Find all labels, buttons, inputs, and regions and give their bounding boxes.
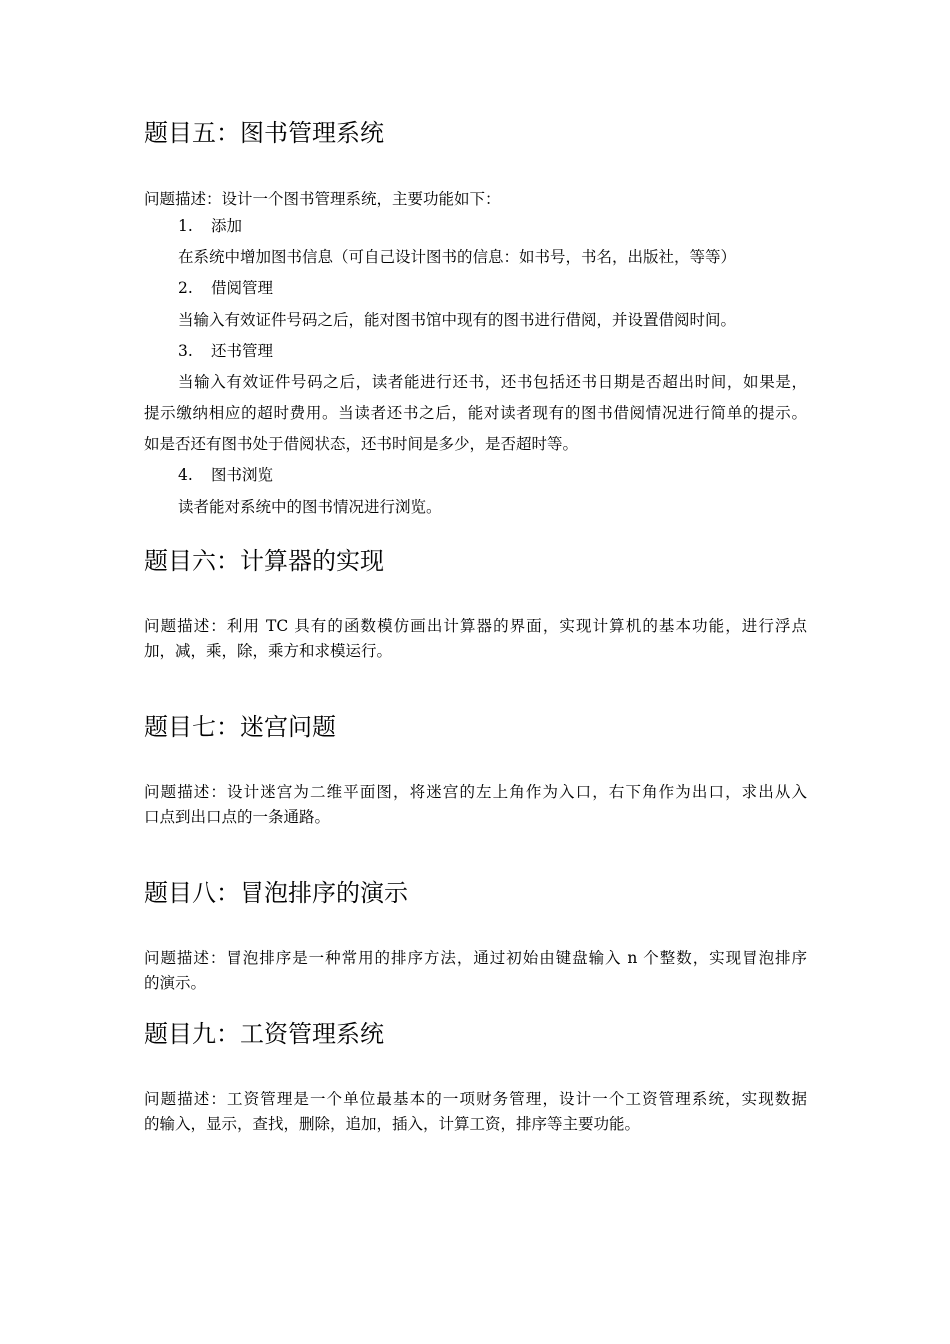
- section-title-9: 题目九：工资管理系统: [144, 1020, 384, 1048]
- section-title-8: 题目八：冒泡排序的演示: [144, 879, 408, 907]
- list-item-2-number: 2.: [178, 279, 193, 297]
- list-item-1-label: 添加: [211, 217, 243, 235]
- section-9-description-line-2: 的输入，显示，查找，删除，追加，插入，计算工资，排序等主要功能。: [144, 1115, 641, 1133]
- list-item-3-text-line-1: 当输入有效证件号码之后，读者能进行还书，还书包括还书日期是否超出时间，如果是，: [178, 373, 807, 391]
- list-item-4-number: 4.: [178, 466, 193, 484]
- section-8-description-line-1: 问题描述：冒泡排序是一种常用的排序方法，通过初始由键盘输入 n 个整数，实现冒泡排序: [144, 949, 807, 967]
- section-6-description-line-1: 问题描述：利用 TC 具有的函数模仿画出计算器的界面，实现计算机的基本功能，进行浮点: [144, 617, 807, 635]
- list-item-2-label: 借阅管理: [211, 279, 274, 297]
- section-title-5: 题目五：图书管理系统: [144, 119, 384, 147]
- section-5-description: 问题描述：设计一个图书管理系统，主要功能如下：: [144, 190, 501, 208]
- list-item-3-text-line-3: 如是否还有图书处于借阅状态，还书时间是多少，是否超时等。: [144, 435, 579, 453]
- list-item-1-number: 1.: [178, 217, 193, 235]
- list-item-1-text: 在系统中增加图书信息（可自己设计图书的信息：如书号，书名，出版社，等等）: [178, 248, 737, 266]
- section-7-description-line-2: 口点到出口点的一条通路。: [144, 808, 331, 826]
- section-7-description-line-1: 问题描述：设计迷宫为二维平面图，将迷宫的左上角作为入口，右下角作为出口，求出从入: [144, 783, 807, 801]
- section-title-6: 题目六：计算器的实现: [144, 547, 384, 575]
- section-9-description-line-1: 问题描述：工资管理是一个单位最基本的一项财务管理，设计一个工资管理系统，实现数据: [144, 1090, 807, 1108]
- section-title-7: 题目七：迷宫问题: [144, 713, 336, 741]
- list-item-4-text: 读者能对系统中的图书情况进行浏览。: [178, 498, 442, 516]
- list-item-3-label: 还书管理: [211, 342, 274, 360]
- section-6-description-line-2: 加，减，乘，除，乘方和求模运行。: [144, 642, 393, 660]
- list-item-3-text-line-2: 提示缴纳相应的超时费用。当读者还书之后，能对读者现有的图书借阅情况进行简单的提示。: [144, 404, 807, 422]
- list-item-4-label: 图书浏览: [211, 466, 274, 484]
- list-item-2-text: 当输入有效证件号码之后，能对图书馆中现有的图书进行借阅，并设置借阅时间。: [178, 311, 737, 329]
- section-8-description-line-2: 的演示。: [144, 974, 207, 992]
- list-item-3-number: 3.: [178, 342, 193, 360]
